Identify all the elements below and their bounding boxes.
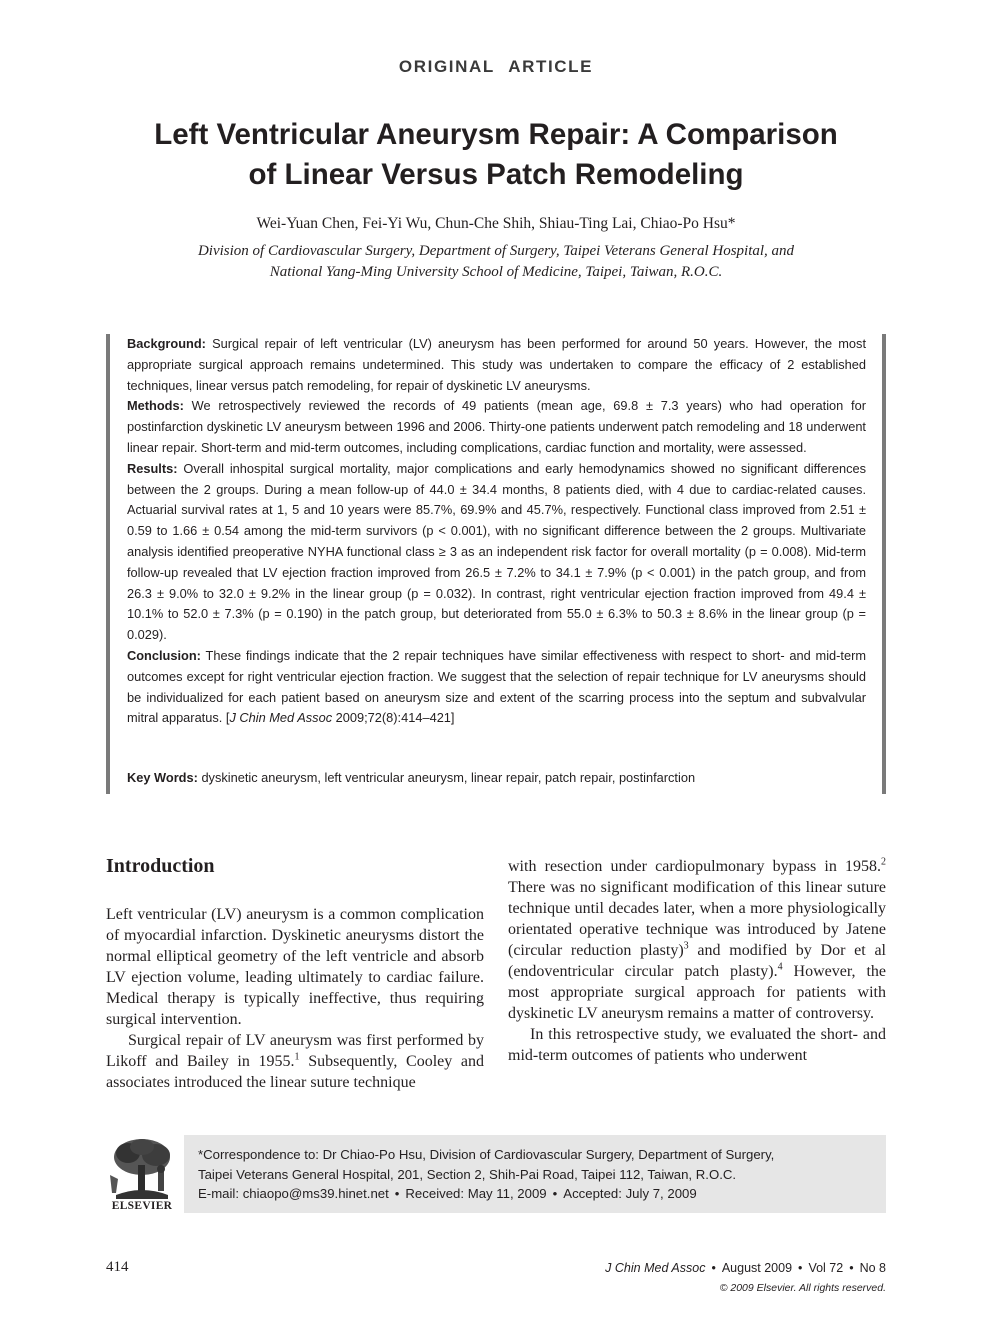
results-label: Results:: [127, 460, 178, 476]
results-text: Overall inhospital surgical mortality, major complications and early hemodynamics showed no significant differences between the 2 groups. During a mean follow-up of 44.0 ± 34.4 months, 8 patients died, with 4 due to cardiac-related causes. Actuarial survival rates at 1, 5 and 10 years were 85.7%, 69.9% and 45.7%, respectively. Functional class improved from 2.51 ± 0.59 to 1.66 ± 0.54 among the mid-term survivors (p < 0.001), with no significant difference between the 2 groups. Multivariate analysis identified preoperative NYHA functional class ≥ 3 as an independent risk factor for overall mortality (p = 0.008). Mid-term follow-up revealed that LV ejection fraction improved from 26.5 ± 7.2% to 34.1 ± 7.9% (p < 0.001) in the patch group, and from 26.3 ± 9.0% to 32.0 ± 9.2% in the linear group (p = 0.032). In contrast, right ventricular ejection fraction improved from 49.4 ± 10.1% to 52.0 ± 7.3% (p = 0.190) in the patch group, but deteriorated from 55.0 ± 6.3% to 50.3 ± 8.6% in the linear group (p = 0.029).: [127, 460, 866, 643]
p3-text-c: and modified by Dor et al (endoventricular circular patch plasty).: [508, 942, 886, 980]
intro-paragraph-2: [106, 1030, 484, 1093]
title-line-2: of Linear Versus Patch Remodeling: [248, 158, 744, 191]
ref-2[interactable]: 2: [881, 856, 886, 868]
body-column-left: [106, 854, 484, 1093]
accepted-date: Accepted: July 7, 2009: [563, 1186, 697, 1201]
citation-rest: 2009;72(8):414–421]: [335, 710, 455, 726]
ref-1[interactable]: 1: [294, 1051, 300, 1063]
article-title: [96, 115, 896, 195]
abstract-text: [127, 334, 866, 729]
keywords: [127, 770, 866, 785]
conclusion-text: These findings indicate that the 2 repair techniques have similar effectiveness with respect to short- and mid-term outcomes except for right ventricular ejection fraction. We suggest that the selection of repair technique for LV aneurysms should be individualized for each patient based on aneurysm size and extent of the scarring process into the septum and subvalvular mitral apparatus.: [127, 647, 867, 726]
correspondence-line-2: Taipei Veterans General Hospital, 201, Section 2, Shih-Pai Road, Taipei 112, Taiwan, R.O.C.: [198, 1166, 737, 1182]
correspondence-line-1: *Correspondence to: Dr Chiao-Po Hsu, Division of Cardiovascular Surgery, Department of Surgery,: [198, 1147, 775, 1162]
bullet-separator: •: [711, 1261, 716, 1275]
ref-4[interactable]: 4: [777, 961, 783, 973]
p2-text-b: Subsequently, Cooley and associates introduced the linear suture technique: [106, 1053, 484, 1091]
methods-label: Methods:: [127, 398, 184, 414]
affiliation-line-1: Division of Cardiovascular Surgery, Department of Surgery, Taipei Veterans General Hospital, and: [197, 243, 795, 259]
abstract-background: [127, 334, 866, 396]
footer-number: No 8: [859, 1261, 886, 1275]
intro-heading: Introduction: [106, 855, 215, 877]
background-label: Background:: [127, 336, 206, 351]
correspondence-box: [184, 1135, 886, 1213]
bullet-separator: •: [394, 1186, 400, 1201]
conclusion-label: Conclusion:: [127, 647, 201, 663]
footer-journal: J Chin Med Assoc: [605, 1261, 706, 1275]
p3-text-d: However, the most appropriate surgical approach for patients with dyskinetic LV aneurysm remains a matter of controversy.: [508, 963, 886, 1022]
body-column-right: [508, 856, 886, 1066]
received-date: Received: May 11, 2009: [405, 1186, 547, 1201]
abstract-results: [127, 459, 866, 646]
methods-text: We retrospectively reviewed the records of 49 patients (mean age, 69.8 ± 7.3 years) who had operation for postinfarction dyskinetic LV aneurysm between 1996 and 2006. Thirty-one patients underwent patch remodeling and 18 underwent linear repair. Short-term and mid-term outcomes, including complications, cardiac function and mortality, were assessed.: [127, 398, 866, 455]
ref-3[interactable]: 3: [683, 940, 689, 952]
footer-volume: Vol 72: [808, 1261, 844, 1275]
abstract-box: [106, 334, 886, 794]
copyright-notice: © 2009 Elsevier. All rights reserved.: [719, 1282, 886, 1294]
abstract-methods: [127, 396, 866, 458]
bullet-separator: •: [552, 1186, 558, 1201]
correspondence-line-3: [198, 1184, 878, 1204]
abstract-conclusion: Conclusion: These findings indicate that the 2 repair techniques have similar effectiveness with respect to short- and mid-term outcomes except for right ventricular ejection fraction. We suggest that the selection of repair technique for LV aneurysms should be individualized for each patient based on aneurysm size and extent of the scarring process into the septum and subvalvular mitral apparatus. [J Chin Med Assoc 2009;72(8):414–421]: [127, 647, 867, 726]
intro-paragraph-3: [508, 856, 886, 1024]
section-label: ORIGINAL ARTICLE: [398, 57, 594, 76]
correspondence-text: [198, 1145, 878, 1204]
elsevier-wordmark: ELSEVIER: [111, 1200, 173, 1212]
journal-footer: [605, 1261, 886, 1275]
intro-paragraph-1: Left ventricular (LV) aneurysm is a common complication of myocardial infarction. Dyskinetic aneurysms distort the normal elliptical geometry of the left ventricle and absorb LV ejection volume, leading ultimately to cardiac failure. Medical therapy is typically ineffective, thus requiring surgical intervention.: [106, 906, 484, 1028]
keywords-label: Key Words:: [127, 770, 198, 785]
correspondence-email[interactable]: E-mail: chiaopo@ms39.hinet.net: [198, 1186, 389, 1201]
page-number: 414: [106, 1259, 129, 1275]
p3-text-a: with resection under cardiopulmonary bypass in 1958.: [508, 858, 881, 875]
bullet-separator: •: [849, 1261, 854, 1275]
footer-issue: August 2009: [721, 1261, 793, 1275]
title-line-1: Left Ventricular Aneurysm Repair: A Comparison: [154, 118, 838, 151]
p2-text-a: Surgical repair of LV aneurysm was first performed by Likoff and Bailey in 1955.: [106, 1032, 484, 1070]
affiliation: [96, 241, 896, 283]
background-text: Surgical repair of left ventricular (LV) aneurysm has been performed for around 50 years. However, the most appropriate surgical approach remains undetermined. This study was undertaken to compare the efficacy of 2 established techniques, linear versus patch remodeling, for repair of dyskinetic LV aneurysms.: [127, 336, 866, 393]
bullet-separator: •: [798, 1261, 803, 1275]
intro-paragraph-4: In this retrospective study, we evaluated the short- and mid-term outcomes of patients who underwent: [508, 1026, 886, 1064]
keywords-text: dyskinetic aneurysm, left ventricular aneurysm, linear repair, patch repair, postinfarction: [201, 770, 696, 785]
author-list: Wei-Yuan Chen, Fei-Yi Wu, Chun-Che Shih, Shiau-Ting Lai, Chiao-Po Hsu*: [256, 215, 736, 232]
affiliation-line-2: National Yang-Ming University School of Medicine, Taipei, Taiwan, R.O.C.: [269, 264, 723, 280]
citation-journal: J Chin Med Assoc: [229, 710, 333, 726]
p3-text-b: There was no significant modification of this linear suture technique until decades later, when a more physiologically orientated operative technique was introduced by Jatene (circular reduction plasty): [508, 879, 886, 959]
